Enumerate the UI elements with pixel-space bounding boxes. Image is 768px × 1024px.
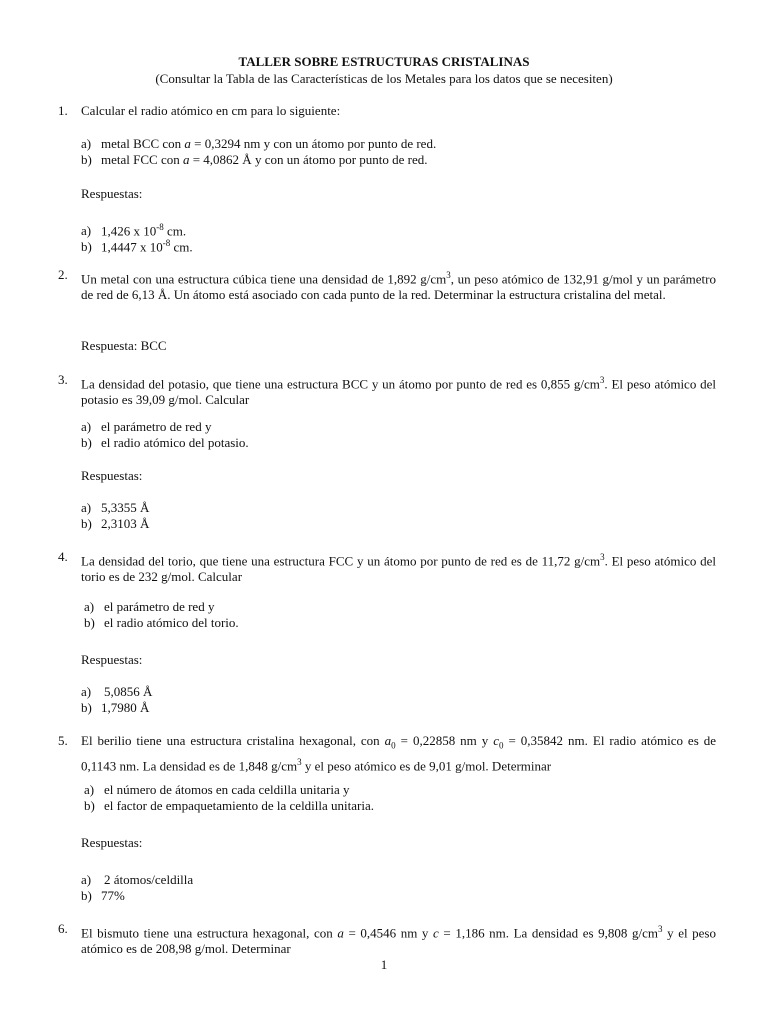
item-label: b) — [81, 888, 92, 903]
q4-item-a — [84, 599, 704, 615]
answer-text: 5,3355 Å — [101, 500, 150, 515]
answer-text: 5,0856 Å — [104, 684, 153, 699]
variable: a — [184, 136, 191, 151]
document-title: TALLER SOBRE ESTRUCTURAS CRISTALINAS — [238, 54, 530, 69]
item-text: metal BCC con — [101, 136, 185, 151]
answer-text: cm. — [163, 223, 187, 239]
item-label: a) — [81, 500, 92, 515]
q3-item-a — [81, 419, 701, 435]
text-run: El bismuto tiene una estructura hexagonal, con — [81, 925, 338, 941]
answer-text: 1,7980 Å — [101, 700, 150, 715]
answer-text: 2 átomos/celdilla — [104, 872, 194, 887]
q4-item-b — [84, 615, 704, 631]
item-label: a) — [81, 223, 92, 239]
variable: c — [433, 925, 439, 941]
text-run: , un peso atómico de 132,91 g/mol y un parámetro de red de 6,13 Å. Un átomo está asociado con cada punto de la red. Determinar la estructura cristalina del metal. — [81, 271, 716, 303]
text-run: . El peso atómico del potasio es 39,09 g/mol. Calcular — [81, 376, 717, 408]
question-text — [81, 372, 716, 408]
item-label: b) — [81, 239, 92, 255]
q1-answer-b — [81, 235, 701, 255]
answers-heading: Respuestas: — [81, 835, 143, 850]
answer-text: cm. — [170, 239, 193, 255]
page-number: 1 — [380, 957, 388, 972]
text-run: La densidad del potasio, que tiene una estructura BCC y un átomo por punto de red es 0,855 g/cm — [81, 376, 600, 392]
item-text: el parámetro de red y — [104, 599, 215, 614]
question-3 — [58, 372, 716, 408]
exponent: -8 — [162, 238, 171, 248]
answers-heading: Respuestas: — [81, 186, 143, 201]
text-run: = 0,35842 nm. El radio atómico es de 0,1143 nm. La densidad es de 1,848 g/cm — [81, 733, 717, 773]
exponent: 3 — [600, 552, 605, 562]
q2-answer: Respuesta: BCC — [81, 338, 167, 353]
question-text — [81, 549, 716, 585]
item-label: a) — [81, 136, 92, 151]
q3-answer-a — [81, 500, 701, 516]
item-label: a) — [81, 419, 92, 434]
text-run: La densidad del torio, que tiene una estructura FCC y un átomo por punto de red es de 11,72 g/cm — [81, 553, 601, 569]
item-text: = 4,0862 Å y con un átomo por punto de red. — [189, 152, 428, 167]
answer-text: 2,3103 Å — [101, 516, 150, 531]
q5-item-a — [84, 782, 704, 798]
variable: a — [337, 925, 344, 941]
item-label: b) — [84, 798, 95, 813]
variable: a — [384, 733, 392, 748]
document-subtitle: (Consultar la Tabla de las Características de los Metales para los datos que se necesiten) — [155, 71, 613, 86]
item-text: = 0,3294 nm y con un átomo por punto de red. — [190, 136, 437, 151]
answer-text: 77% — [101, 888, 125, 903]
item-text: el parámetro de red y — [101, 419, 212, 434]
text-run: = 1,186 nm. La densidad es 9,808 g/cm — [438, 925, 658, 941]
question-number: 1. — [58, 103, 68, 118]
question-4 — [58, 549, 716, 585]
text-run: . El peso atómico del torio es de 232 g/mol. Calcular — [81, 553, 716, 585]
item-label: a) — [81, 684, 92, 699]
q5-item-b — [84, 798, 704, 814]
exponent: -8 — [156, 222, 164, 232]
item-label: a) — [84, 599, 95, 614]
item-label: b) — [81, 516, 92, 531]
text-run: Un metal con una estructura cúbica tiene una densidad de 1,892 g/cm — [81, 271, 447, 287]
variable: a — [182, 152, 190, 167]
item-label: b) — [81, 152, 92, 167]
exponent: 3 — [297, 756, 302, 767]
question-6 — [58, 921, 716, 957]
question-text — [81, 733, 716, 774]
exponent: 3 — [658, 924, 663, 934]
question-text — [81, 921, 716, 957]
text-run: = 0,4546 nm y — [343, 925, 434, 941]
variable: c — [493, 733, 500, 748]
exponent: 3 — [599, 375, 605, 385]
question-number: 3. — [58, 372, 68, 387]
q1-item-a — [81, 136, 701, 152]
item-text: metal FCC con — [101, 152, 183, 167]
question-2 — [58, 267, 716, 303]
q5-answer-b — [81, 888, 701, 904]
item-label: a) — [84, 782, 95, 797]
q1-item-b — [81, 152, 701, 168]
answers-heading: Respuestas: — [81, 652, 143, 667]
answer-text: 1,4447 x 10 — [101, 239, 163, 255]
text-run: y el peso atómico es de 208,98 g/mol. Determinar — [81, 925, 716, 957]
exponent: 3 — [446, 270, 451, 280]
question-number: 6. — [58, 921, 68, 936]
subscript: 0 — [499, 740, 504, 751]
item-label: a) — [81, 872, 92, 887]
question-1 — [58, 103, 716, 119]
answer-text: 1,426 x 10 — [101, 223, 157, 239]
item-label: b) — [84, 615, 95, 630]
subscript: 0 — [391, 740, 396, 751]
item-text: el factor de empaquetamiento de la celdilla unitaria. — [104, 798, 374, 813]
item-text: el número de átomos en cada celdilla unitaria y — [104, 782, 350, 797]
item-text: el radio atómico del torio. — [104, 615, 239, 630]
text-run: y el peso atómico es de 9,01 g/mol. Determinar — [301, 757, 552, 773]
q5-answer-a — [81, 872, 701, 888]
question-text: Calcular el radio atómico en cm para lo siguiente: — [81, 103, 341, 118]
q3-answer-b — [81, 516, 701, 532]
question-number: 2. — [58, 267, 68, 282]
q3-item-b — [81, 435, 701, 451]
answers-heading: Respuestas: — [81, 468, 143, 483]
question-number: 4. — [58, 549, 68, 564]
text-run: = 0,22858 nm y — [395, 733, 494, 748]
question-5 — [58, 733, 716, 774]
item-text: el radio atómico del potasio. — [101, 435, 249, 450]
q4-answer-b — [81, 700, 701, 716]
question-number: 5. — [58, 733, 68, 748]
item-label: b) — [81, 435, 92, 450]
item-label: b) — [81, 700, 92, 715]
q4-answer-a — [81, 684, 701, 700]
question-text — [81, 267, 716, 303]
text-run: El berilio tiene una estructura cristalina hexagonal, con — [81, 733, 385, 748]
